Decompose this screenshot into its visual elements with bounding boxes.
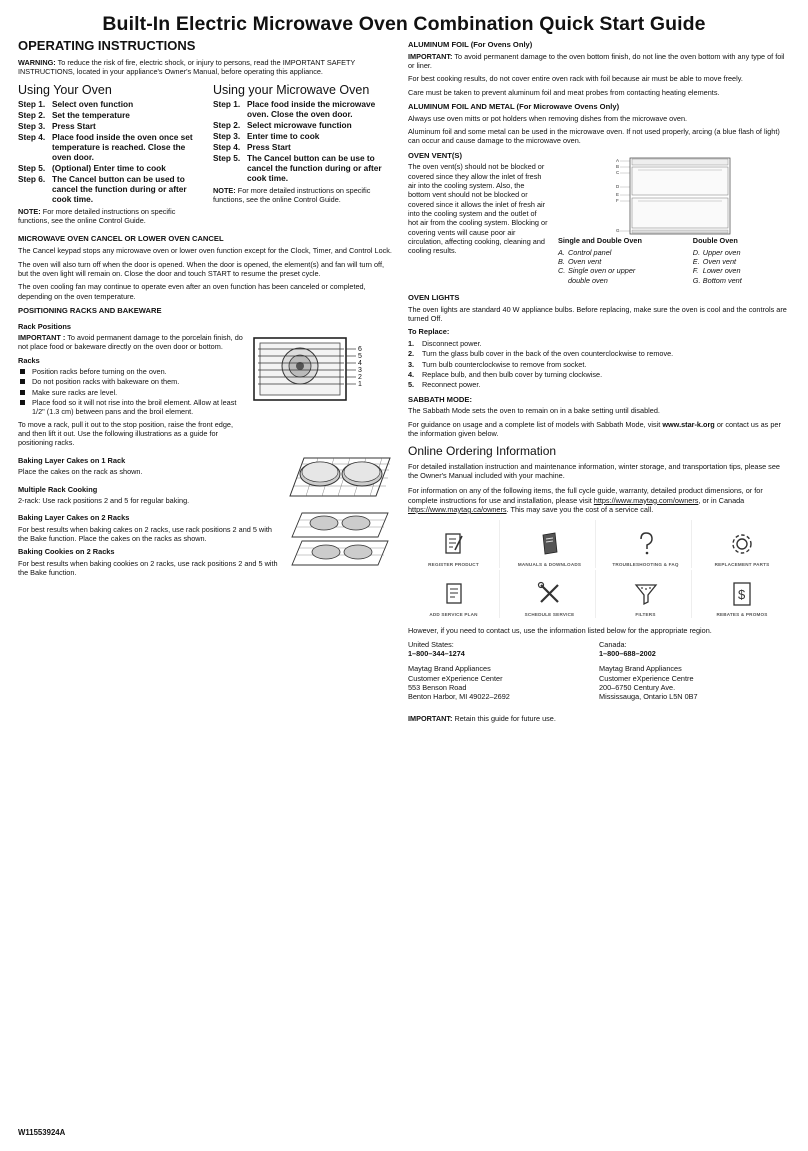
step-text: Enter time to cook xyxy=(247,131,320,142)
add-service-plan-tile[interactable] xyxy=(408,570,500,618)
sabbath-heading: SABBATH MODE: xyxy=(408,394,472,404)
legend-key: F. xyxy=(692,266,699,276)
us-label: United States: xyxy=(408,639,454,649)
rack-number: 3 xyxy=(358,366,362,374)
oven-step xyxy=(18,133,201,163)
vent-letter: A xyxy=(616,158,620,164)
rack-number: 6 xyxy=(358,345,362,353)
bullet-square xyxy=(20,400,25,405)
foil-metal-p2: Aluminum foil and some metal can be used in the microwave oven. If not used properly, arcing (a blue flash of light) can occur and cause damage to the microwave oven. xyxy=(408,127,780,146)
rack-positions-text xyxy=(18,318,246,452)
vent-letter: E xyxy=(616,192,620,198)
foil-p2: For best cooking results, do not cover entire oven rack with foil because air must be able to move freely. xyxy=(408,74,743,84)
oven-step xyxy=(18,100,201,110)
oven-steps xyxy=(18,100,201,205)
replace-step xyxy=(408,380,790,389)
important-text: To avoid permanent damage to the porcelain finish, do not place food or bakeware directly on the oven door or bottom. xyxy=(18,333,243,352)
icon-label: TROUBLESHOOTING & FAQ xyxy=(612,562,679,568)
racks-subheading: Racks xyxy=(18,355,40,365)
rack-positions-heading: Rack Positions xyxy=(18,321,71,331)
step-number: Step 4. xyxy=(213,142,241,153)
us-address-line: Maytag Brand Appliances xyxy=(408,664,491,674)
step-number: Step 3. xyxy=(18,121,46,132)
icon-label: ADD SERVICE PLAN xyxy=(429,612,478,618)
vent-legend-area xyxy=(554,158,790,285)
note-text: For more detailed instructions on specific functions, see the online Control Guide. xyxy=(18,206,176,226)
important-text: To avoid permanent damage to the oven bottom finish, do not line the oven bottom with any type of foil or liner. xyxy=(408,51,785,71)
cakes-one-rack-illustration xyxy=(286,452,396,510)
legend-value: Upper oven xyxy=(702,247,741,257)
cancel-p1: The Cancel keypad stops any microwave oven or lower oven function except for the Clock, Timer, and Control Lock. xyxy=(18,246,392,256)
bullet-square xyxy=(20,379,25,384)
legend-value: Single oven or upper double oven xyxy=(568,266,636,285)
sabbath-text: The Sabbath Mode sets the oven to remain on in a bake setting until disabled. xyxy=(408,406,660,416)
legend-value: Bottom vent xyxy=(702,275,742,285)
lights-text: The oven lights are standard 40 W appliance bulbs. Before replacing, make sure the oven is cool and the controls are turned Off. xyxy=(408,304,787,324)
right-column xyxy=(408,40,790,727)
rack-number: 2 xyxy=(358,373,362,381)
svg-text:$: $ xyxy=(738,587,746,603)
vent-letter: F xyxy=(616,198,619,204)
cakes-2-text xyxy=(18,509,280,581)
cancel-p3: The oven cooling fan may continue to operate even after an oven function has been canceled or completed, depending on the oven temperature. xyxy=(18,282,366,301)
service-icons-grid xyxy=(408,520,790,618)
step-text: The Cancel button can be use to cancel the function during or after cook time. xyxy=(247,153,382,183)
double-heading: Double Oven xyxy=(692,236,738,246)
us-address-line: Customer eXperience Center xyxy=(408,673,503,683)
step-number: Step 1. xyxy=(213,99,241,110)
step-text: Select microwave function xyxy=(247,120,352,131)
legend-key: C. xyxy=(558,266,566,276)
step-text: Select oven function xyxy=(52,99,134,110)
tools-icon xyxy=(536,580,564,608)
cakes-2-text-p: For best results when baking cakes on 2 racks, use rack positions 2 and 5 with the Bake function. Place the cakes on the racks as shown. xyxy=(18,524,272,544)
contact-us xyxy=(408,640,599,702)
replace-step xyxy=(408,360,790,369)
online-ordering-heading: Online Ordering Information xyxy=(408,444,557,459)
bullet-text: Make sure racks are level. xyxy=(32,387,118,397)
step-text: Replace bulb, and then bulb cover by turning clockwise. xyxy=(422,369,603,379)
maytag-us-link[interactable]: https://www.maytag.com/owners xyxy=(593,495,699,505)
single-heading: Single and Double Oven xyxy=(558,236,642,246)
troubleshooting-tile[interactable] xyxy=(600,520,692,568)
replace-heading: To Replace: xyxy=(408,327,450,337)
contact-intro: However, if you need to contact us, use the information listed below for the appropriate region. xyxy=(408,626,712,636)
icon-label: MANUALS & DOWNLOADS xyxy=(517,562,582,568)
note-label: NOTE: xyxy=(18,206,41,216)
legend-item xyxy=(558,248,677,257)
note-label: NOTE: xyxy=(213,185,236,195)
vent-heading: OVEN VENT(S) xyxy=(408,150,463,160)
online-p1: For detailed installation instruction and maintenance information, winter storage, and transportation tips, please see the Owner's Manual included with your machine. xyxy=(408,461,780,480)
step-text: Press Start xyxy=(247,142,291,153)
replace-steps xyxy=(408,339,790,390)
online-p2-mid: , or in Canada xyxy=(698,495,745,505)
step-number: Step 2. xyxy=(213,120,241,131)
multi-rack-text: 2-rack: Use rack positions 2 and 5 for regular baking. xyxy=(18,496,190,506)
ca-label: Canada: xyxy=(599,639,627,649)
oven-vents-illustration xyxy=(558,156,790,236)
bullet-text: Do not position racks with bakeware on them. xyxy=(32,377,180,387)
cakes-2-heading: Baking Layer Cakes on 2 Racks xyxy=(18,513,130,523)
register-icon xyxy=(440,530,468,558)
important-label: IMPORTANT: xyxy=(408,713,453,723)
cookies-text: For best results when baking cookies on 2 racks, use rack positions 2 and 5 with the Bake function. xyxy=(18,558,278,578)
bullet-text: Place food so it will not rise into the broil element. Allow at least 1/2" (1.3 cm) between pans and the broil element. xyxy=(32,398,237,417)
single-double-legend xyxy=(558,236,677,285)
cancel-heading: MICROWAVE OVEN CANCEL OR LOWER OVEN CANCEL xyxy=(18,234,224,244)
oven-rack-positions-illustration xyxy=(252,336,370,452)
icon-label: REGISTER PRODUCT xyxy=(428,562,479,568)
icon-label: REBATES & PROMOS xyxy=(716,612,768,618)
vent-legend xyxy=(558,236,790,285)
cakes-1-block xyxy=(18,452,396,510)
replace-step xyxy=(408,339,790,348)
racks-heading: POSITIONING RACKS AND BAKEWARE xyxy=(18,305,162,315)
rack-move-text: To move a rack, pull it out to the stop position, raise the front edge, and then lift it out. Use the following illustrations as a guide for positioning racks. xyxy=(18,419,233,448)
lights-heading: OVEN LIGHTS xyxy=(408,293,460,303)
step-number: Step 4. xyxy=(18,132,46,143)
cakes-1-heading: Baking Layer Cakes on 1 Rack xyxy=(18,455,126,465)
operating-instructions-heading: OPERATING INSTRUCTIONS xyxy=(18,38,196,53)
important-label: IMPORTANT: xyxy=(408,51,453,61)
step-text: Reconnect power. xyxy=(422,380,481,390)
sabbath-guidance-text-end: or contact us as per the information given below. xyxy=(408,419,781,438)
rack-positions-block xyxy=(18,318,396,452)
rack-bullet xyxy=(18,398,246,417)
legend-key: A. xyxy=(558,247,565,257)
ca-address-line: Mississauga, Ontario L5N 0B7 xyxy=(599,692,698,702)
foil-metal-p1: Always use oven mitts or pot holders when removing dishes from the microwave oven. xyxy=(408,113,688,123)
document-title: Built-In Electric Microwave Oven Combination Quick Start Guide xyxy=(102,13,706,35)
using-microwave-title: Using your Microwave Oven xyxy=(213,83,370,98)
step-number: 3. xyxy=(408,359,415,369)
schedule-service-tile[interactable] xyxy=(504,570,596,618)
service-plan-icon xyxy=(440,580,468,608)
vent-letter: C xyxy=(616,170,620,176)
legend-item xyxy=(693,266,790,275)
ca-address-line: 200–6750 Century Ave. xyxy=(599,682,676,692)
oven-step xyxy=(18,175,201,205)
legend-item xyxy=(558,266,677,285)
bullet-square xyxy=(20,390,25,395)
microwave-step xyxy=(213,121,396,131)
retain-text: Retain this guide for future use. xyxy=(454,713,556,723)
legend-item xyxy=(693,257,790,266)
microwave-step xyxy=(213,132,396,142)
document-number: W11553924A xyxy=(18,1128,66,1137)
contact-canada xyxy=(599,640,790,702)
microwave-step xyxy=(213,100,396,120)
legend-value: Oven vent xyxy=(702,257,737,267)
legend-key: D. xyxy=(692,247,701,257)
note-text: For more detailed instructions on specific functions, see the online Control Guide. xyxy=(213,185,371,205)
step-number: Step 2. xyxy=(18,110,46,121)
foil-important xyxy=(408,52,790,71)
ca-phone: 1–800–688–2002 xyxy=(599,648,656,658)
using-oven-section xyxy=(18,80,201,229)
microwave-steps xyxy=(213,100,396,184)
us-address-line: 553 Benson Road xyxy=(408,682,467,692)
online-p2-end: . This may save you the cost of a service call. xyxy=(506,504,654,514)
using-oven-title: Using Your Oven xyxy=(18,83,112,98)
manuals-downloads-tile[interactable] xyxy=(504,520,596,568)
legend-item xyxy=(693,248,790,257)
microwave-step xyxy=(213,154,396,184)
filters-tile[interactable] xyxy=(600,570,692,618)
microwave-step xyxy=(213,143,396,153)
cakes-1-text xyxy=(18,452,280,510)
sabbath-guidance-text: For guidance on usage and a complete list of models with Sabbath Mode, visit xyxy=(408,419,661,429)
important-label: IMPORTANT : xyxy=(18,333,66,343)
online-p2 xyxy=(408,486,790,514)
cookies-heading: Baking Cookies on 2 Racks xyxy=(18,547,115,557)
vent-letter: D xyxy=(616,184,620,190)
retain-note xyxy=(408,714,790,723)
question-icon xyxy=(632,530,660,558)
rack-number: 1 xyxy=(358,380,362,388)
rack-important xyxy=(18,333,246,352)
step-number: Step 1. xyxy=(18,99,46,110)
vent-block xyxy=(408,158,790,285)
legend-value: Control panel xyxy=(568,247,612,257)
us-address-line: Benton Harbor, MI 49022–2692 xyxy=(408,692,510,702)
step-number: 2. xyxy=(408,349,415,359)
ca-address-line: Customer eXperience Centre xyxy=(599,673,694,683)
replace-step xyxy=(408,349,790,358)
manual-icon xyxy=(536,530,564,558)
warning-text: To reduce the risk of fire, electric shock, or injury to persons, read the IMPORTANT SAFETY INSTRUCTIONS, located in your appliance's Owner's Manual, before operating this appliance. xyxy=(18,57,356,76)
ca-address-line: Maytag Brand Appliances xyxy=(599,664,682,674)
cakes-2-block xyxy=(18,509,396,581)
replacement-parts-tile[interactable] xyxy=(696,520,788,568)
rack-bullet xyxy=(18,388,246,397)
multi-rack-heading: Multiple Rack Cooking xyxy=(18,484,98,494)
step-number: Step 5. xyxy=(213,153,241,164)
foil-metal-heading: ALUMINUM FOIL AND METAL (For Microwave Ovens Only) xyxy=(408,102,620,112)
rack-bullet xyxy=(18,367,246,376)
us-phone: 1–800–344–1274 xyxy=(408,648,465,658)
vent-text: The oven vent(s) should not be blocked or covered since they allow the inlet of fresh air into the cooling system. Also, the bottom vent should not be blocked or covered since it allows the inlet of fresh air into the cooling system and the outlet of hot air from the cooling system. Blocking or covering vents will cause poor air circulation, affecting cooking, cleaning and cooling results. xyxy=(408,162,548,256)
step-number: 1. xyxy=(408,338,415,348)
step-text: Place food inside the oven once set temperature is reached. Close the oven door. xyxy=(52,132,193,163)
legend-key: E. xyxy=(692,257,700,267)
step-text: Place food inside the microwave oven. Close the oven door. xyxy=(247,99,376,120)
step-text: Turn bulb counterclockwise to remove from socket. xyxy=(422,359,587,369)
legend-item xyxy=(558,257,677,266)
online-p2-text: For information on any of the following items, the full cycle guide, warranty, detailed product dimensions, or for complete instructions for use and installation, please visit xyxy=(408,486,763,505)
rack-number: 4 xyxy=(358,359,362,367)
step-text: Set the temperature xyxy=(52,110,130,121)
microwave-note xyxy=(213,186,396,205)
step-number: 5. xyxy=(408,380,415,390)
oven-note xyxy=(18,207,201,226)
legend-item xyxy=(693,276,790,285)
filter-icon xyxy=(632,580,660,608)
oven-step xyxy=(18,111,201,121)
contact-block xyxy=(408,640,790,702)
step-text: (Optional) Enter time to cook xyxy=(52,163,166,173)
vent-letter: G xyxy=(616,228,620,234)
foil-heading: ALUMINUM FOIL (For Ovens Only) xyxy=(408,40,533,49)
step-number: Step 3. xyxy=(213,131,241,142)
dollar-icon xyxy=(728,580,756,608)
maytag-ca-link[interactable]: https://www.maytag.ca/owners xyxy=(408,504,507,514)
bullet-square xyxy=(20,369,25,374)
cancel-p2: The oven will also turn off when the door is opened. When the door is opened, the element(s) and fan will turn off, but the oven light will remain on. Close the door and touch START to resume the preset cycle. xyxy=(18,259,385,278)
rack-bullet xyxy=(18,377,246,386)
warning-paragraph xyxy=(18,58,396,77)
vent-letter: B xyxy=(616,164,620,170)
step-text: Disconnect power. xyxy=(422,338,482,348)
bullet-text: Position racks before turning on the oven. xyxy=(32,367,167,377)
step-text: Press Start xyxy=(52,121,96,132)
using-microwave-section xyxy=(213,80,396,229)
foil-p3: Care must be taken to prevent aluminum foil and meat probes from contacting heating elements. xyxy=(408,87,720,97)
step-number: Step 6. xyxy=(18,173,46,184)
legend-value: Oven vent xyxy=(568,257,602,267)
legend-key: B. xyxy=(558,257,565,267)
step-number: Step 5. xyxy=(18,163,46,173)
cakes-two-racks-illustration xyxy=(286,509,396,581)
replace-step xyxy=(408,370,790,379)
step-text: Turn the glass bulb cover in the back of the oven counterclockwise to remove. xyxy=(422,349,674,359)
step-text: The Cancel button can be used to cancel the function during or after cook time. xyxy=(52,173,187,204)
icon-label: SCHEDULE SERVICE xyxy=(524,612,575,618)
legend-value: Lower oven xyxy=(702,266,741,276)
warning-label: WARNING: xyxy=(18,57,56,67)
sabbath-guidance xyxy=(408,420,790,439)
legend-key: G. xyxy=(692,275,701,285)
cakes-1-text-p: Place the cakes on the rack as shown. xyxy=(18,467,143,477)
star-k-link[interactable]: www.star-k.org xyxy=(662,419,715,429)
oven-step xyxy=(18,122,201,132)
gear-icon xyxy=(728,530,756,558)
using-sections xyxy=(18,80,396,229)
rebates-promos-tile[interactable] xyxy=(696,570,788,618)
oven-step xyxy=(18,164,201,174)
icon-label: REPLACEMENT PARTS xyxy=(714,562,770,568)
register-product-tile[interactable] xyxy=(408,520,500,568)
left-column xyxy=(18,38,396,582)
step-number: 4. xyxy=(408,369,415,379)
icon-label: FILTERS xyxy=(635,612,656,618)
rack-number: 5 xyxy=(358,352,362,360)
double-legend xyxy=(693,236,790,285)
